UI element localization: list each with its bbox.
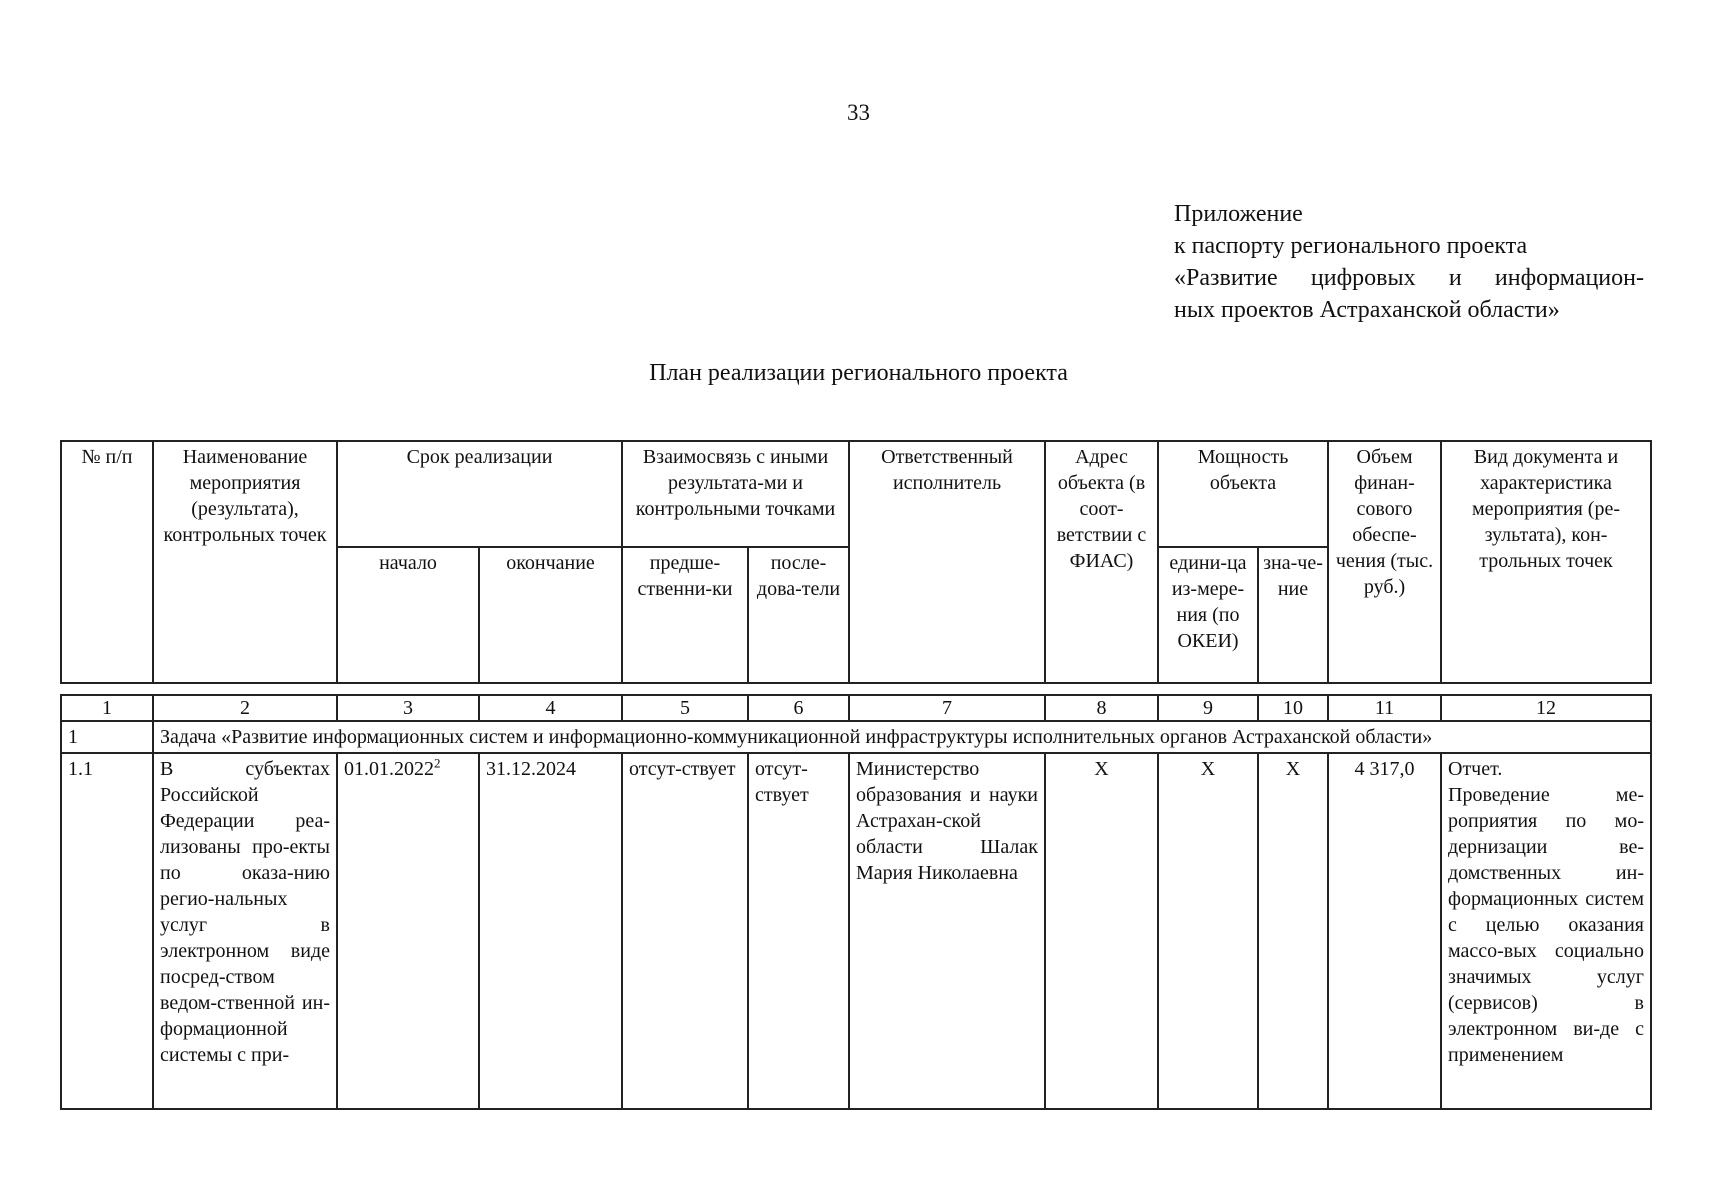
column-number: 10: [1258, 695, 1328, 721]
row-responsible: Министерство образования и науки Астрахан-ской области Шалак Мария Николаевна: [849, 753, 1045, 1109]
header-doc: Вид документа и характеристика мероприятия (ре-зультата), кон-трольных точек: [1441, 441, 1651, 683]
task-row: [61, 721, 1651, 753]
row-end: 31.12.2024: [479, 753, 622, 1109]
column-number: 11: [1328, 695, 1441, 721]
appendix-block: [1174, 198, 1644, 326]
appendix-line-2: к паспорту регионального проекта: [1174, 233, 1528, 259]
header-capacity-unit: едини-ца из-мере-ния (по ОКЕИ): [1158, 547, 1258, 683]
header-links-succ: после-дова-тели: [748, 547, 849, 683]
header-capacity-value: зна-че-ние: [1258, 547, 1328, 683]
header-period-start: начало: [337, 547, 479, 683]
header-capacity: Мощность объекта: [1158, 441, 1328, 547]
row-doc-cell: [1441, 753, 1651, 1109]
row-unit: X: [1158, 753, 1258, 1109]
header-links: Взаимосвязь с иными результата-ми и контрольными точками: [622, 441, 849, 547]
column-number: 3: [337, 695, 479, 721]
row-finance: 4 317,0: [1328, 753, 1441, 1109]
appendix-line-4: ных проектов Астраханской области»: [1174, 297, 1560, 323]
plan-body-table: [60, 694, 1652, 1110]
column-number: 12: [1441, 695, 1651, 721]
column-number: 1: [61, 695, 153, 721]
header-period-end: окончание: [479, 547, 622, 683]
plan-header-table: [60, 440, 1652, 684]
row-doc-title: Отчет.: [1448, 758, 1503, 780]
column-number: 8: [1045, 695, 1158, 721]
row-address: X: [1045, 753, 1158, 1109]
row-successors: отсут-ствует: [748, 753, 849, 1109]
header-period: Срок реализации: [337, 441, 622, 547]
row-name: В субъектах Российской Федерации реа-лизованы про-екты по оказа-нию регио-нальных услуг в электронном виде посред-ством ведом-ственной ин-формационной системы с при-: [153, 753, 337, 1109]
row-number: 1.1: [61, 753, 153, 1109]
header-num: № п/п: [61, 441, 153, 683]
document-title: План реализации регионального проекта: [649, 360, 1068, 386]
column-number: 9: [1158, 695, 1258, 721]
task-text: Задача «Развитие информационных систем и информационно-коммуникационной инфраструктуры исполнительных органов Астраханской области»: [153, 721, 1651, 753]
row-start-cell: [337, 753, 479, 1109]
task-number: 1: [61, 721, 153, 753]
header-address: Адрес объекта (в соот-ветствии с ФИАС): [1045, 441, 1158, 683]
header-responsible: Ответственный исполнитель: [849, 441, 1045, 683]
column-number: 5: [622, 695, 748, 721]
row-value: X: [1258, 753, 1328, 1109]
column-number: 2: [153, 695, 337, 721]
column-number-row: [61, 695, 1651, 721]
row-doc-text: Проведение ме-роприятия по мо-дернизации ве-домственных ин-формационных систем с целью оказания массо-вых социально значимых услуг (сервисов) в электронном ви-де с применением: [1448, 784, 1644, 1066]
row-start-footnote: 2: [434, 755, 441, 771]
column-number: 4: [479, 695, 622, 721]
header-finance: Объем финан-сового обеспе-чения (тыс. руб.): [1328, 441, 1441, 683]
row-predecessors: отсут-ствует: [622, 753, 748, 1109]
column-number: 7: [849, 695, 1045, 721]
row-start: 01.01.2022: [344, 758, 434, 780]
page-number: 33: [847, 100, 870, 125]
column-number: 6: [748, 695, 849, 721]
appendix-line-1: Приложение: [1174, 201, 1303, 227]
header-links-pred: предше-ственни-ки: [622, 547, 748, 683]
table-row: [61, 753, 1651, 1109]
appendix-line-3: «Развитие цифровых и информацион-: [1174, 265, 1644, 291]
header-name: Наименование мероприятия (результата), контрольных точек: [153, 441, 337, 683]
